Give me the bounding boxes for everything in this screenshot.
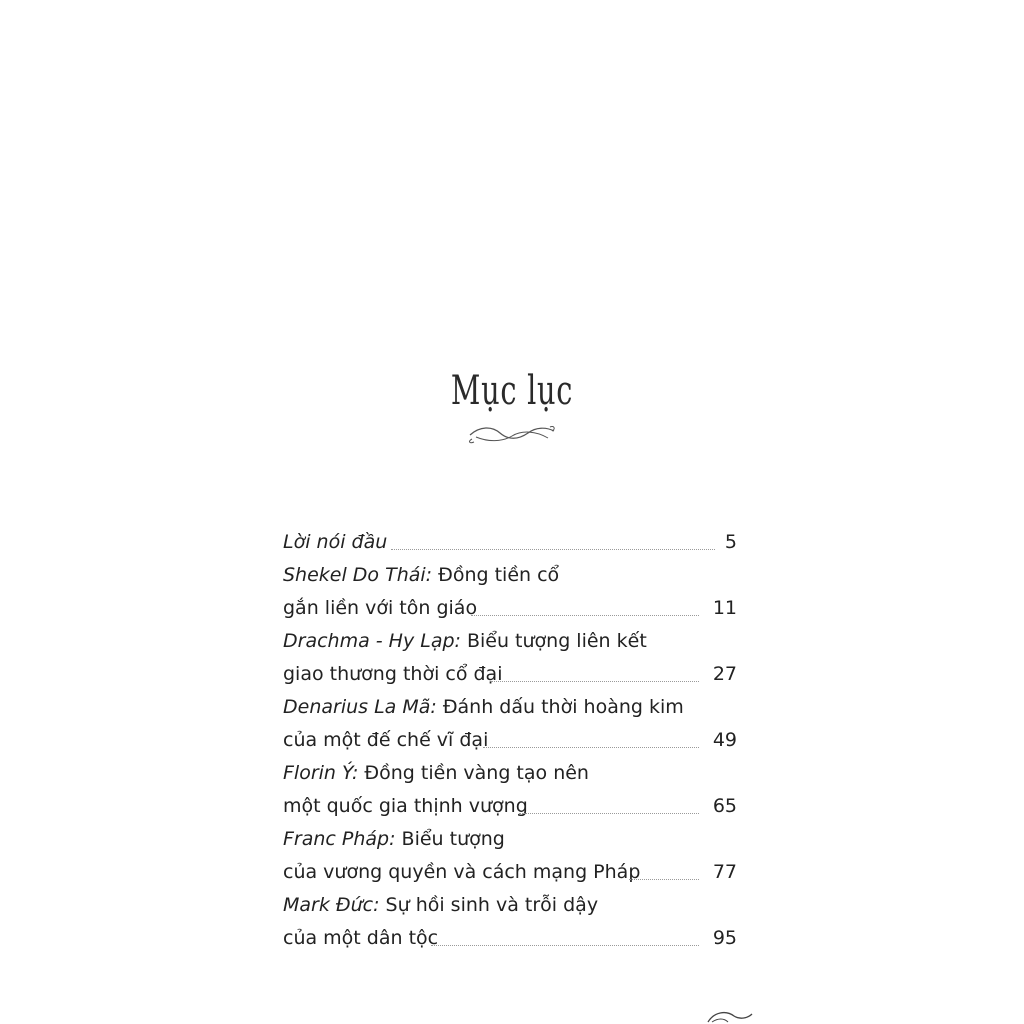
- toc-page-number: 95: [712, 927, 737, 949]
- toc-page-number: 5: [724, 531, 737, 553]
- toc-entry-title: [283, 922, 438, 955]
- toc-entry-subtitle: Biểu tượng liên kết: [460, 630, 647, 652]
- toc-entry-label: Shekel Do Thái:: [283, 564, 433, 586]
- table-of-contents: [283, 526, 737, 955]
- decorative-flourish-icon: [466, 422, 558, 446]
- toc-entry-title: [283, 559, 559, 592]
- toc-entry-subtitle: Đồng tiền cổ: [432, 564, 560, 586]
- toc-entry-title: [283, 625, 647, 658]
- toc-entry-subtitle: của vương quyền và cách mạng Pháp: [283, 861, 641, 883]
- toc-line[interactable]: [283, 823, 737, 856]
- toc-entry-title: [283, 757, 589, 790]
- toc-entry-title: [283, 790, 528, 823]
- toc-entry-subtitle: gắn liền với tôn giáo: [283, 597, 478, 619]
- leader-dots: [519, 813, 699, 814]
- toc-entry-subtitle: Sự hồi sinh và trỗi dậy: [379, 894, 599, 916]
- toc-line[interactable]: [283, 559, 737, 592]
- toc-entry-title: [283, 856, 640, 889]
- page-title: Mục lục: [450, 368, 574, 414]
- toc-page-number: 77: [712, 861, 737, 883]
- toc-entry-subtitle: Đồng tiền vàng tạo nên: [358, 762, 589, 784]
- toc-line[interactable]: [283, 724, 737, 757]
- toc-entry-subtitle: một quốc gia thịnh vượng: [283, 795, 528, 817]
- toc-entry-label: Lời nói đầu: [283, 531, 388, 553]
- toc-line[interactable]: [283, 757, 737, 790]
- leader-dots: [491, 681, 699, 682]
- toc-entry-title: [283, 889, 598, 922]
- toc-page-number: 27: [712, 663, 737, 685]
- leader-dots: [483, 747, 699, 748]
- toc-page-number: 65: [712, 795, 737, 817]
- toc-entry-title: [283, 691, 684, 724]
- toc-entry-title: [283, 526, 387, 559]
- toc-entry-title: [283, 823, 505, 856]
- leader-dots: [431, 945, 699, 946]
- toc-line[interactable]: [283, 592, 737, 625]
- toc-entry-subtitle: của một dân tộc: [283, 927, 439, 949]
- toc-entry-subtitle: Biểu tượng: [395, 828, 505, 850]
- toc-entry-title: [283, 658, 502, 691]
- decorative-corner-icon: [700, 1004, 760, 1024]
- toc-line[interactable]: [283, 922, 737, 955]
- toc-entry-label: Denarius La Mã:: [283, 696, 437, 718]
- toc-line[interactable]: [283, 658, 737, 691]
- toc-entry-title: [283, 724, 488, 757]
- toc-line[interactable]: [283, 691, 737, 724]
- toc-entry-label: Drachma - Hy Lạp:: [283, 630, 461, 652]
- toc-entry-subtitle: Đánh dấu thời hoàng kim: [436, 696, 684, 718]
- toc-line[interactable]: [283, 625, 737, 658]
- toc-line[interactable]: [283, 526, 737, 559]
- toc-entry-label: Franc Pháp:: [283, 828, 396, 850]
- toc-entry-subtitle: giao thương thời cổ đại: [283, 663, 503, 685]
- toc-line[interactable]: [283, 889, 737, 922]
- leader-dots: [629, 879, 699, 880]
- toc-line[interactable]: [283, 856, 737, 889]
- leader-dots: [471, 615, 699, 616]
- toc-page-number: 11: [712, 597, 737, 619]
- toc-entry-label: Florin Ý:: [283, 762, 359, 784]
- toc-line[interactable]: [283, 790, 737, 823]
- toc-page-number: 49: [712, 729, 737, 751]
- toc-entry-label: Mark Đức:: [283, 894, 380, 916]
- toc-entry-subtitle: của một đế chế vĩ đại: [283, 729, 489, 751]
- leader-dots: [391, 549, 715, 550]
- toc-entry-title: [283, 592, 477, 625]
